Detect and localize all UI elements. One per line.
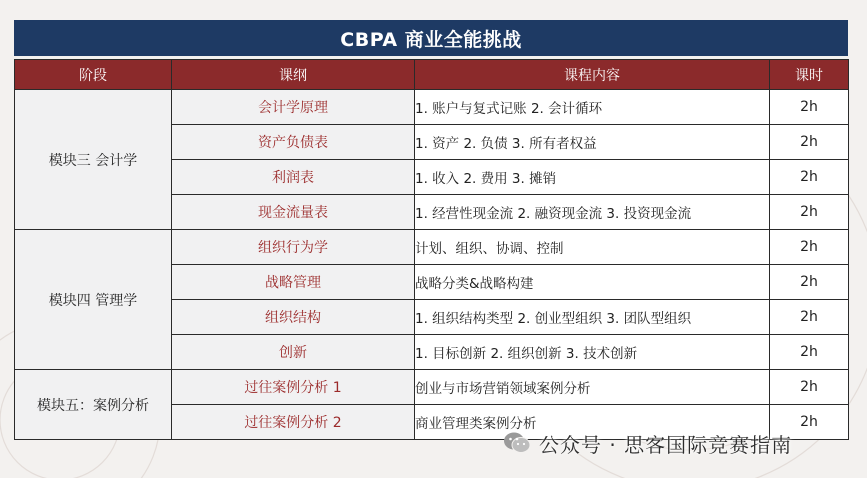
content-cell: 商业管理类案例分析 — [415, 405, 770, 440]
table-row — [15, 230, 849, 265]
wechat-icon — [503, 431, 531, 455]
content-cell: 1. 资产 2. 负债 3. 所有者权益 — [415, 125, 770, 160]
syllabus-cell: 利润表 — [172, 160, 415, 195]
hours-cell: 2h — [770, 125, 849, 160]
hours-cell: 2h — [770, 405, 849, 440]
syllabus-cell: 战略管理 — [172, 265, 415, 300]
hours-cell: 2h — [770, 160, 849, 195]
syllabus-cell: 过往案例分析 1 — [172, 370, 415, 405]
hours-cell: 2h — [770, 300, 849, 335]
syllabus-cell: 现金流量表 — [172, 195, 415, 230]
syllabus-cell: 创新 — [172, 335, 415, 370]
syllabus-cell: 组织结构 — [172, 300, 415, 335]
hours-cell: 2h — [770, 90, 849, 125]
table-row — [15, 370, 849, 405]
hours-cell: 2h — [770, 335, 849, 370]
stage-cell-module-4: 模块四 管理学 — [15, 230, 172, 370]
content-cell: 创业与市场营销领域案例分析 — [415, 370, 770, 405]
syllabus-cell: 会计学原理 — [172, 90, 415, 125]
syllabus-cell: 过往案例分析 2 — [172, 405, 415, 440]
header-stage: 阶段 — [15, 60, 172, 90]
hours-cell: 2h — [770, 265, 849, 300]
page-title: CBPA 商业全能挑战 — [14, 20, 848, 56]
hours-cell: 2h — [770, 230, 849, 265]
watermark-text: 公众号 · 思客国际竞赛指南 — [539, 432, 793, 457]
content-cell: 战略分类&战略构建 — [415, 265, 770, 300]
hours-cell: 2h — [770, 370, 849, 405]
header-hours: 课时 — [770, 60, 849, 90]
header-content: 课程内容 — [415, 60, 770, 90]
course-table — [14, 59, 849, 440]
table-header-row — [15, 60, 849, 90]
content-cell: 1. 经营性现金流 2. 融资现金流 3. 投资现金流 — [415, 195, 770, 230]
content-cell: 计划、组织、协调、控制 — [415, 230, 770, 265]
header-syllabus: 课纲 — [172, 60, 415, 90]
stage-cell-module-5: 模块五：案例分析 — [15, 370, 172, 440]
content-cell: 1. 账户与复式记账 2. 会计循环 — [415, 90, 770, 125]
content-cell: 1. 目标创新 2. 组织创新 3. 技术创新 — [415, 335, 770, 370]
stage-cell-module-3: 模块三 会计学 — [15, 90, 172, 230]
content-cell: 1. 组织结构类型 2. 创业型组织 3. 团队型组织 — [415, 300, 770, 335]
content-cell: 1. 收入 2. 费用 3. 摊销 — [415, 160, 770, 195]
hours-cell: 2h — [770, 195, 849, 230]
watermark — [503, 426, 792, 460]
syllabus-cell: 组织行为学 — [172, 230, 415, 265]
table-row — [15, 90, 849, 125]
syllabus-cell: 资产负债表 — [172, 125, 415, 160]
